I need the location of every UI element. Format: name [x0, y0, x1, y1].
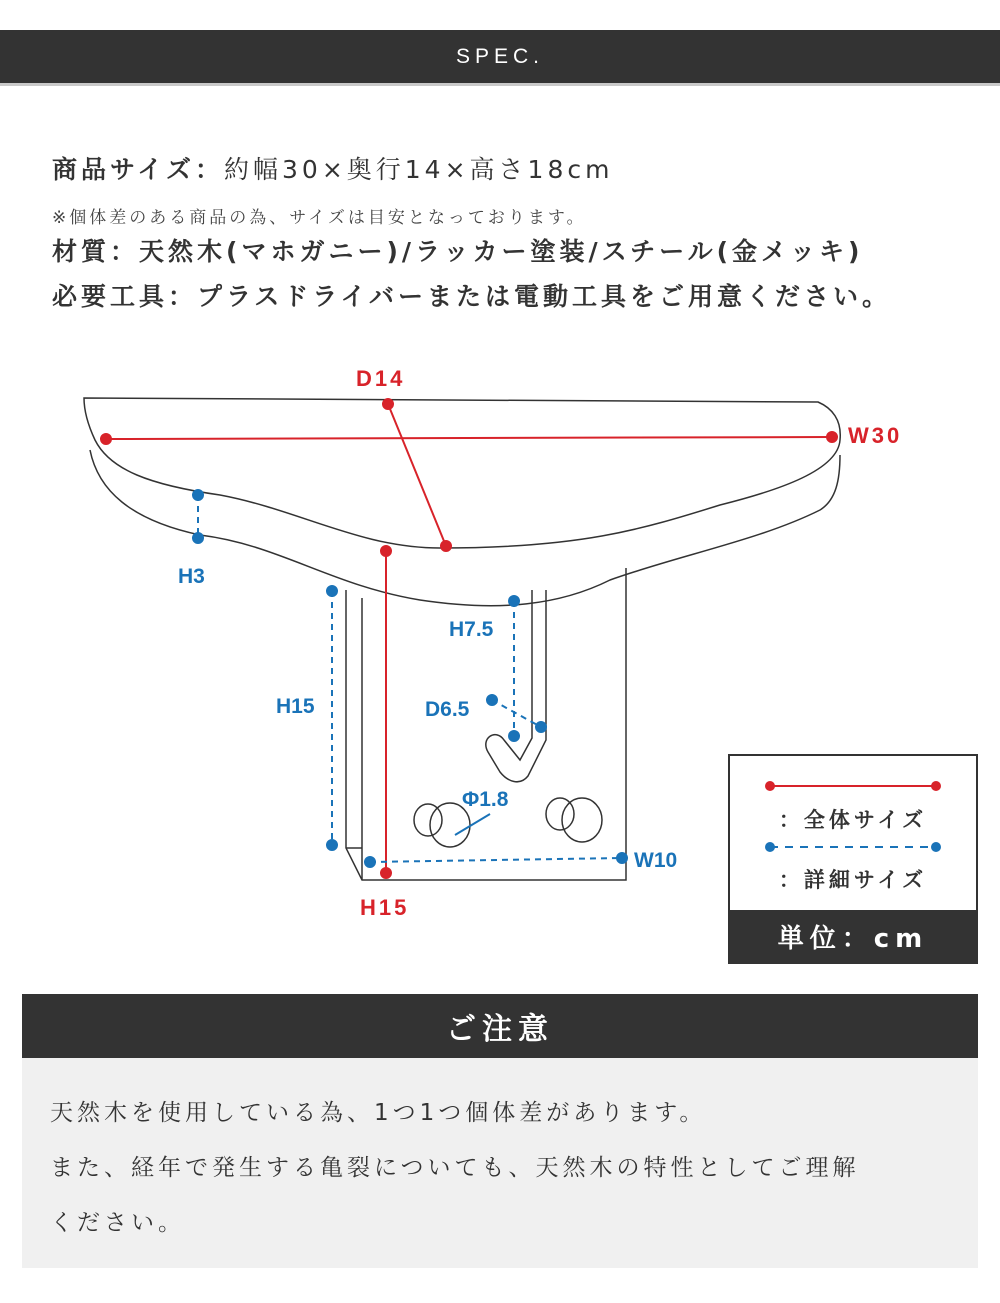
label-width: W30 [848, 423, 903, 448]
spec-material-line [52, 232, 863, 268]
spec-size-note: ※個体差のある商品の為、サイズは目安となっております。 [52, 208, 587, 228]
dim-knob-leader [455, 814, 490, 835]
spec-tools-value: プラスドライバーまたは電動工具をご用意ください。 [197, 282, 892, 311]
legend-detail-label: ：詳細サイズ [778, 868, 928, 892]
legend-total-dot-left [765, 781, 775, 791]
spec-header-title: SPEC. [455, 44, 545, 68]
dim-shelf-thickness-dot-top [193, 490, 203, 500]
label-back-width: W10 [634, 849, 678, 872]
dim-hook-depth-dot-left [487, 695, 497, 705]
knob-right [546, 798, 602, 842]
legend-detail-dot-right [931, 842, 941, 852]
dim-hook-depth-line [492, 700, 541, 727]
dim-shelf-thickness-dot-bottom [193, 533, 203, 543]
label-back-height: H15 [276, 695, 315, 718]
dim-back-height-dot-bottom [327, 840, 337, 850]
caution-body [22, 1058, 978, 1268]
dim-depth-dot-bottom [441, 541, 451, 551]
legend-box [728, 754, 978, 964]
dim-width-line [106, 437, 832, 439]
spec-size-label: 商品サイズ： [52, 155, 225, 184]
dim-back-height-dot-top [327, 586, 337, 596]
dim-height-dot-top [381, 546, 391, 556]
label-hook-depth: D6.5 [425, 698, 470, 721]
spec-size-line [52, 150, 613, 186]
dim-back-width-line [370, 858, 622, 862]
dim-back-width-dot-left [365, 857, 375, 867]
legend-total-label: ：全体サイズ [778, 808, 928, 832]
dim-width-dot-left [101, 434, 111, 444]
label-hook-height: H7.5 [449, 618, 494, 641]
caution-header [22, 994, 978, 1058]
shelf-top-outline [84, 398, 840, 548]
dim-back-width-dot-right [617, 853, 627, 863]
spec-material-value: 天然木(マホガニー)/ラッカー塗装/スチール(金メッキ) [139, 237, 864, 266]
dim-hook-height-dot-bottom [509, 731, 519, 741]
caution-line-2: また、経年で発生する亀裂についても、天然木の特性としてご理解 [50, 1155, 860, 1181]
caution-title: ご注意 [446, 1012, 554, 1047]
label-shelf-thickness: H3 [178, 565, 205, 588]
back-plate-outline [346, 568, 626, 880]
dim-height-dot-bottom [381, 868, 391, 878]
label-knob-diameter: Φ1.8 [462, 788, 509, 811]
dim-hook-height-dot-top [509, 596, 519, 606]
legend-detail-dot-left [765, 842, 775, 852]
dim-hook-depth-dot-right [536, 722, 546, 732]
legend-total-dot-right [931, 781, 941, 791]
spec-material-label: 材質： [52, 237, 140, 266]
caution-line-1: 天然木を使用している為、1つ1つ個体差があります。 [50, 1100, 707, 1126]
label-depth: D14 [356, 366, 406, 391]
caution-line-3: ください。 [50, 1210, 185, 1236]
spec-tools-line [52, 277, 891, 313]
legend-unit: 単位：cm [730, 910, 976, 962]
label-height: H15 [360, 895, 410, 920]
spec-tools-label: 必要工具： [52, 282, 198, 311]
spec-size-value: 約幅30×奥行14×高さ18cm [224, 155, 614, 184]
spec-header [0, 30, 1000, 86]
dim-depth-line [388, 404, 446, 546]
dim-depth-dot-top [383, 399, 393, 409]
dim-width-dot-right [827, 432, 837, 442]
hook-outline [486, 590, 546, 782]
